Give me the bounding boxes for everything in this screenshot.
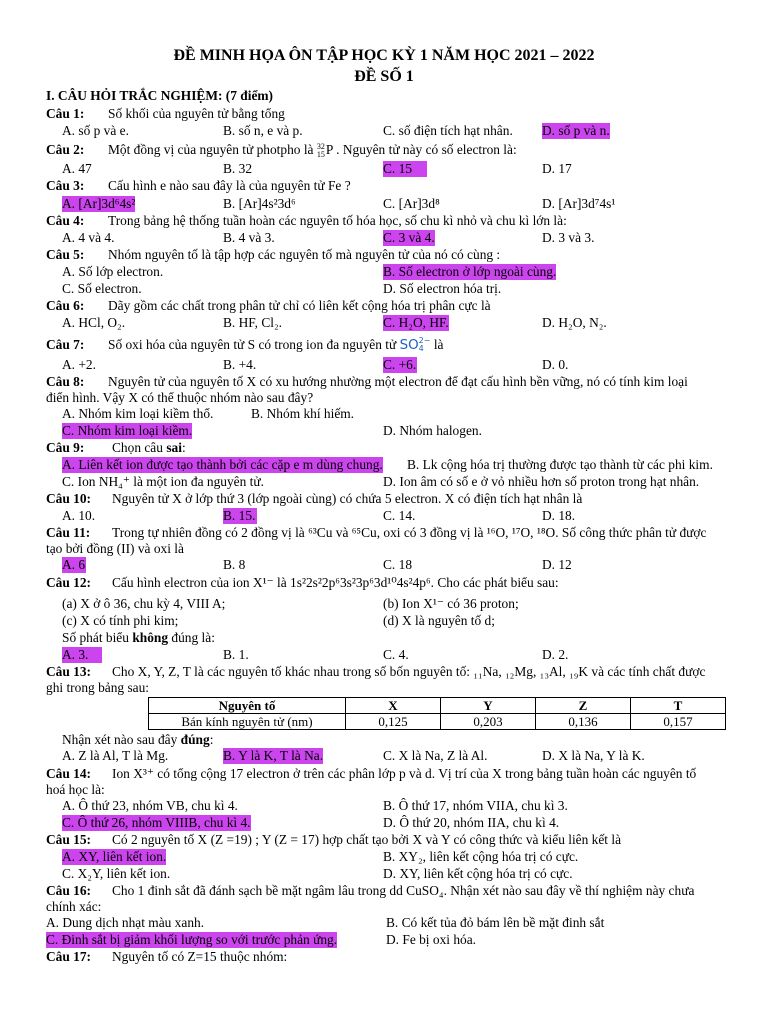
question-number: Câu 14:: [46, 766, 92, 781]
option-b[interactable]: B. Nhóm khí hiếm.: [251, 406, 355, 421]
option-b[interactable]: B. XY₂, liên kết cộng hóa trị có cực.: [383, 849, 579, 864]
option-a-selected[interactable]: A. [Ar]3d⁶4s²: [62, 196, 136, 211]
table-header: Nguyên tố: [149, 698, 346, 714]
question-prompt: Nhận xét nào sau đây đúng:: [62, 732, 214, 747]
option-d[interactable]: D. 12: [542, 557, 572, 572]
table-cell: 0,125: [346, 714, 441, 730]
question-number: Câu 4:: [46, 213, 85, 228]
option-a[interactable]: A. Dung dịch nhạt màu xanh.: [46, 915, 205, 930]
option-c-selected[interactable]: C. +6.: [383, 357, 417, 372]
option-d[interactable]: D. [Ar]3d⁷4s¹: [542, 196, 616, 211]
question-text: Nguyên tử X ở lớp thứ 3 (lớp ngoài cùng) có chứa 5 electron. X có điện tích hạt nhân là: [112, 491, 583, 506]
option-d[interactable]: D. 2.: [542, 647, 569, 662]
question-number: Câu 15:: [46, 832, 92, 847]
question-number: Câu 6:: [46, 298, 85, 313]
option-a[interactable]: A. HCl, O₂.: [62, 315, 126, 330]
question-text-cont: hoá học là:: [46, 782, 105, 797]
question-text: Cấu hình e nào sau đây là của nguyên tử Fe ?: [108, 178, 351, 193]
option-b-selected[interactable]: B. 15.: [223, 508, 256, 523]
option-a[interactable]: A. 4 và 4.: [62, 230, 115, 245]
table-cell: 0,157: [631, 714, 726, 730]
table-cell: 0,203: [441, 714, 536, 730]
option-d[interactable]: D. Nhóm halogen.: [383, 423, 482, 438]
question-number: Câu 11:: [46, 525, 91, 540]
exam-title: ĐỀ MINH HỌA ÔN TẬP HỌC KỲ 1 NĂM HỌC 2021 – 2022: [173, 47, 595, 64]
option-b[interactable]: B. Ô thứ 17, nhóm VIIA, chu kì 3.: [383, 798, 568, 813]
exam-subtitle: ĐỀ SỐ 1: [354, 68, 414, 85]
option-a[interactable]: A. 10.: [62, 508, 96, 523]
question-text: Có 2 nguyên tố X (Z =19) ; Y (Z = 17) hợp chất tạo bởi X và Y có công thức và kiểu liên kết là: [112, 832, 622, 847]
option-d[interactable]: D. Ion âm có số e ở vỏ nhiều hơn số proton trong hạt nhân.: [383, 474, 700, 489]
option-d[interactable]: D. X là Na, Y là K.: [542, 748, 645, 763]
question-number: Câu 2:: [46, 142, 85, 157]
option-b-selected[interactable]: B. Y là K, T là Na.: [223, 748, 324, 763]
question-number: Câu 7:: [46, 337, 85, 352]
option-d[interactable]: D. 18.: [542, 508, 576, 523]
option-a[interactable]: A. Số lớp electron.: [62, 264, 164, 279]
table-cell: Bán kính nguyên tử (nm): [149, 714, 346, 730]
question-text: Ion X³⁺ có tổng cộng 17 electron ở trên các phân lớp p và d. Vị trí của X trong bảng tuần hoàn các nguyên tố: [112, 766, 697, 781]
option-c-selected[interactable]: C. Đinh sắt bị giảm khối lượng so với trước phản ứng.: [46, 932, 338, 947]
option-a[interactable]: A. Ô thứ 23, nhóm VB, chu kì 4.: [62, 798, 238, 813]
option-b[interactable]: B. 8: [223, 557, 246, 572]
table-header: X: [346, 698, 441, 714]
option-c[interactable]: C. 4.: [383, 647, 409, 662]
question-text: Số oxi hóa của nguyên tử S có trong ion đa nguyên tử SO2− 4 là: [108, 336, 444, 353]
question-text: Nhóm nguyên tố là tập hợp các nguyên tố mà nguyên tử của nó có cùng :: [108, 247, 501, 262]
question-number: Câu 5:: [46, 247, 85, 262]
option-c-selected[interactable]: C. Ô thứ 26, nhóm VIIIB, chu kì 4.: [62, 815, 251, 830]
option-d[interactable]: D. 17: [542, 161, 572, 176]
option-d[interactable]: D. XY, liên kết cộng hóa trị có cực.: [383, 866, 573, 881]
option-a-selected[interactable]: A. XY, liên kết ion.: [62, 849, 167, 864]
statement-c: (c) X có tính phi kim;: [62, 613, 179, 628]
question-number: Câu 10:: [46, 491, 92, 506]
option-d[interactable]: D. Fe bị oxi hóa.: [386, 932, 477, 947]
question-number: Câu 17:: [46, 949, 92, 964]
question-number: Câu 13:: [46, 664, 92, 679]
option-c[interactable]: C. số điện tích hạt nhân.: [383, 123, 513, 138]
option-a-selected[interactable]: A. Liên kết ion được tạo thành bởi các cặp e m dùng chung.: [62, 457, 383, 472]
option-d[interactable]: D. Số electron hóa trị.: [383, 281, 502, 296]
table-header: Y: [441, 698, 536, 714]
option-b[interactable]: B. Lk cộng hóa trị thường được tạo thành từ các phi kim.: [407, 457, 713, 472]
question-text: Trong tự nhiên đồng có 2 đồng vị là ⁶³Cu và ⁶⁵Cu, oxi có 3 đồng vị là ¹⁶O, ¹⁷O, ¹⁸O. Số công thức phân tử được: [112, 525, 707, 540]
option-d-selected[interactable]: D. số p và n.: [542, 123, 610, 138]
question-text: Dãy gồm các chất trong phân tử chỉ có liên kết cộng hóa trị phân cực là: [108, 298, 491, 313]
option-c[interactable]: C. 18: [383, 557, 413, 572]
question-number: Câu 8:: [46, 374, 85, 389]
option-b-selected[interactable]: B. Số electron ở lớp ngoài cùng.: [383, 264, 557, 279]
question-text: Cho X, Y, Z, T là các nguyên tố khác nhau trong số bốn nguyên tố: ₁₁Na, ₁₂Mg, ₁₃Al, ₁₉K và các tính chất được: [112, 664, 706, 679]
question-number: Câu 12:: [46, 575, 92, 590]
option-c-selected[interactable]: C. 3 và 4.: [383, 230, 435, 245]
option-b[interactable]: B. Có kết tủa đỏ bám lên bề mặt đinh sắt: [386, 915, 605, 930]
question-text: Một đồng vị của nguyên tử photpho là 32 15P . Nguyên tử này có số electron là:: [108, 141, 517, 159]
option-a[interactable]: A. Z là Al, T là Mg.: [62, 748, 169, 763]
question-text: Nguyên tử của nguyên tố X có xu hướng nhường một electron để đạt cấu hình bền vững, nó có tính kim loại: [108, 374, 688, 389]
question-text-cont: chính xác:: [46, 899, 102, 914]
question-number: Câu 1:: [46, 106, 85, 121]
option-b[interactable]: B. 4 và 3.: [223, 230, 275, 245]
option-b[interactable]: B. số n, e và p.: [223, 123, 303, 138]
statement-b: (b) Ion X¹⁻ có 36 proton;: [383, 596, 519, 611]
option-a[interactable]: A. số p và e.: [62, 123, 129, 138]
option-c[interactable]: C. Số electron.: [62, 281, 142, 296]
table-cell: 0,136: [536, 714, 631, 730]
option-a-selected[interactable]: A. 3.: [62, 647, 102, 663]
question-text: Nguyên tố có Z=15 thuộc nhóm:: [112, 949, 288, 964]
option-c[interactable]: C. X là Na, Z là Al.: [383, 748, 488, 763]
option-d[interactable]: D. H₂O, N₂.: [542, 315, 607, 330]
question-text-cont: điển hình. Vậy X có thể thuộc nhóm nào sau đây?: [46, 390, 314, 405]
question-number: Câu 9:: [46, 440, 85, 455]
radius-table: [148, 697, 726, 730]
option-a-selected[interactable]: A. 6: [62, 557, 86, 572]
question-text: Cấu hình electron của ion X¹⁻ là 1s²2s²2p⁶3s²3p⁶3d¹⁰4s²4p⁶. Cho các phát biểu sau:: [112, 575, 559, 590]
option-b[interactable]: B. 1.: [223, 647, 249, 662]
option-c[interactable]: C. X₂Y, liên kết ion.: [62, 866, 171, 881]
option-a[interactable]: A. 47: [62, 161, 92, 176]
option-d[interactable]: D. 3 và 3.: [542, 230, 595, 245]
question-text-cont: ghi trong bảng sau:: [46, 680, 150, 695]
question-text: Chọn câu sai:: [112, 440, 186, 455]
option-a[interactable]: A. Nhóm kim loại kiềm thổ.: [62, 406, 214, 421]
option-c-selected[interactable]: C. H₂O, HF.: [383, 315, 449, 330]
option-d[interactable]: D. 0.: [542, 357, 569, 372]
option-c-selected[interactable]: C. Nhóm kim loại kiềm.: [62, 423, 193, 438]
option-b[interactable]: B. [Ar]4s²3d⁶: [223, 196, 296, 211]
question-text-cont: tạo bởi đồng (II) và oxi là: [46, 541, 184, 556]
statement-a: (a) X ở ô 36, chu kỳ 4, VIII A;: [62, 596, 226, 611]
statement-d: (d) X là nguyên tố d;: [383, 613, 495, 628]
table-header: T: [631, 698, 726, 714]
option-c[interactable]: C. Ion NH₄⁺ là một ion đa nguyên tử.: [62, 474, 264, 489]
sulfate-ion-formula: SO2− 4: [399, 336, 431, 353]
question-text: Cho 1 đinh sắt đã đánh sạch bề mặt ngâm lâu trong dd CuSO₄. Nhận xét nào sau đây về thí nghiệm này chưa: [112, 883, 695, 898]
question-text: Trong bảng hệ thống tuần hoàn các nguyên tố hóa học, số chu kì nhỏ và chu kì lớn là:: [108, 213, 567, 228]
question-text: Số khối của nguyên tử bằng tổng: [108, 106, 285, 121]
option-c[interactable]: C. 14.: [383, 508, 416, 523]
option-d[interactable]: D. Ô thứ 20, nhóm IIA, chu kì 4.: [383, 815, 560, 830]
option-b[interactable]: B. HF, Cl₂.: [223, 315, 283, 330]
question-prompt: Số phát biểu không đúng là:: [62, 630, 215, 645]
option-b[interactable]: B. 32: [223, 161, 253, 176]
option-c[interactable]: C. [Ar]3d⁸: [383, 196, 440, 211]
question-number: Câu 16:: [46, 883, 92, 898]
option-a[interactable]: A. +2.: [62, 357, 96, 372]
option-c-selected[interactable]: C. 15: [383, 161, 427, 177]
option-b[interactable]: B. +4.: [223, 357, 257, 372]
table-header: Z: [536, 698, 631, 714]
question-number: Câu 3:: [46, 178, 85, 193]
section-heading: I. CÂU HỎI TRẮC NGHIỆM: (7 điểm): [46, 88, 274, 103]
